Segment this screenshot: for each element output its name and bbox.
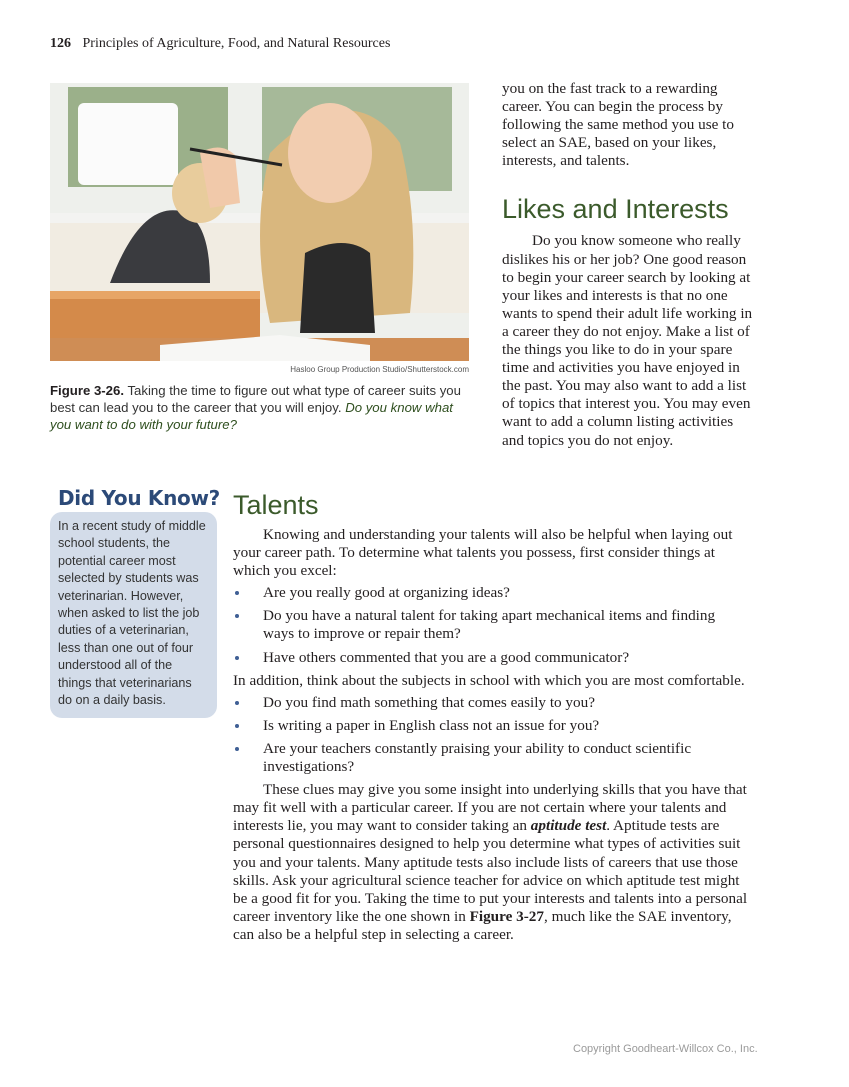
did-you-know-box	[50, 512, 217, 718]
photo-credit: Hasloo Group Production Studio/Shutterstock.com	[290, 365, 469, 374]
bullet-icon	[235, 591, 239, 595]
heading-talents: Talents	[233, 490, 319, 520]
list-item: Do you find math something that comes easily to you?	[233, 694, 748, 712]
bullet-icon	[235, 656, 239, 660]
talents-closing: These clues may give you some insight into underlying skills that you have that may fit well with a particular career. If you are not certain where your talents and interests lie, you may want to consider taking an aptitude test. Aptitude tests are personal questionnaires designed to help you determine what types of activities suit you and your talents. Many aptitude tests also include lists of careers that use those skills. Ask your agricultural science teacher for advice on which aptitude test might be a good fit for you. Taking the time to put your interests and talents into a personal career inventory like the one shown in Figure 3-27, much like the SAE inventory, can also be a helpful step in selecting a career.	[233, 781, 748, 943]
photo-illustration	[50, 83, 469, 361]
sidebar-text: In a recent study of middle school students, the potential career most selected by students was veterinarian. However, when asked to list the job duties of a veterinarian, less than one out of four understood all of the things that veterinarians do on a daily basis.	[58, 519, 206, 708]
caption-text: Taking the time to figure out what type of career suits you best can lead you to the career that you will enjoy.	[50, 383, 461, 415]
list-item: Have others commented that you are a good communicator?	[233, 649, 748, 667]
talents-list-2	[233, 694, 748, 776]
running-head	[50, 36, 390, 52]
bullet-icon	[235, 747, 239, 751]
intro-continuation: you on the fast track to a rewarding career. You can begin the process by following the same method you use to select an SAE, based on your likes, interests, and talents.	[502, 80, 734, 170]
talents-list-1	[233, 584, 748, 666]
figure-reference: Figure 3-27	[469, 907, 544, 925]
heading-likes-and-interests: Likes and Interests	[502, 194, 729, 225]
figure-caption	[50, 382, 470, 433]
talents-intro: Knowing and understanding your talents will also be helpful when laying out your career path. To determine what talents you possess, first consider things at which you excel:	[233, 526, 733, 580]
bullet-icon	[235, 701, 239, 705]
bullet-icon	[235, 614, 239, 618]
list-item: Are you really good at organizing ideas?	[233, 584, 748, 602]
bullet-icon	[235, 724, 239, 728]
right-column	[502, 80, 757, 450]
list-item: Are your teachers constantly praising your ability to conduct scientific investigations?	[233, 740, 748, 776]
caption-question: Do you know what you want to do with your future?	[50, 400, 453, 432]
book-title: Principles of Agriculture, Food, and Natural Resources	[82, 36, 391, 51]
copyright-footer: Copyright Goodheart-Willcox Co., Inc.	[573, 1043, 758, 1055]
key-term-aptitude-test: aptitude test	[530, 817, 607, 835]
page-number: 126	[50, 36, 71, 51]
likes-paragraph: Do you know someone who really dislikes his or her job? One good reason to begin your career search by looking at your likes and interests is that no one wants to spend their adult life working in a career they do not enjoy. Make a list of the things you like to do in your spare time and activities you have enjoyed in the past. You may also want to add a list of topics that interest you. You may even want to add a column listing activities and topics you do not enjoy.	[502, 232, 753, 449]
figure-label: Figure 3-26.	[50, 383, 125, 398]
sidebar-title: Did You Know?	[58, 486, 220, 510]
list-item: Is writing a paper in English class not an issue for you?	[233, 717, 748, 735]
talents-middle: In addition, think about the subjects in school with which you are most comfortable.	[233, 671, 745, 689]
list-item: Do you have a natural talent for taking apart mechanical items and finding ways to improve or repair them?	[233, 607, 748, 643]
figure-photo	[50, 83, 469, 361]
talents-section	[233, 490, 748, 944]
